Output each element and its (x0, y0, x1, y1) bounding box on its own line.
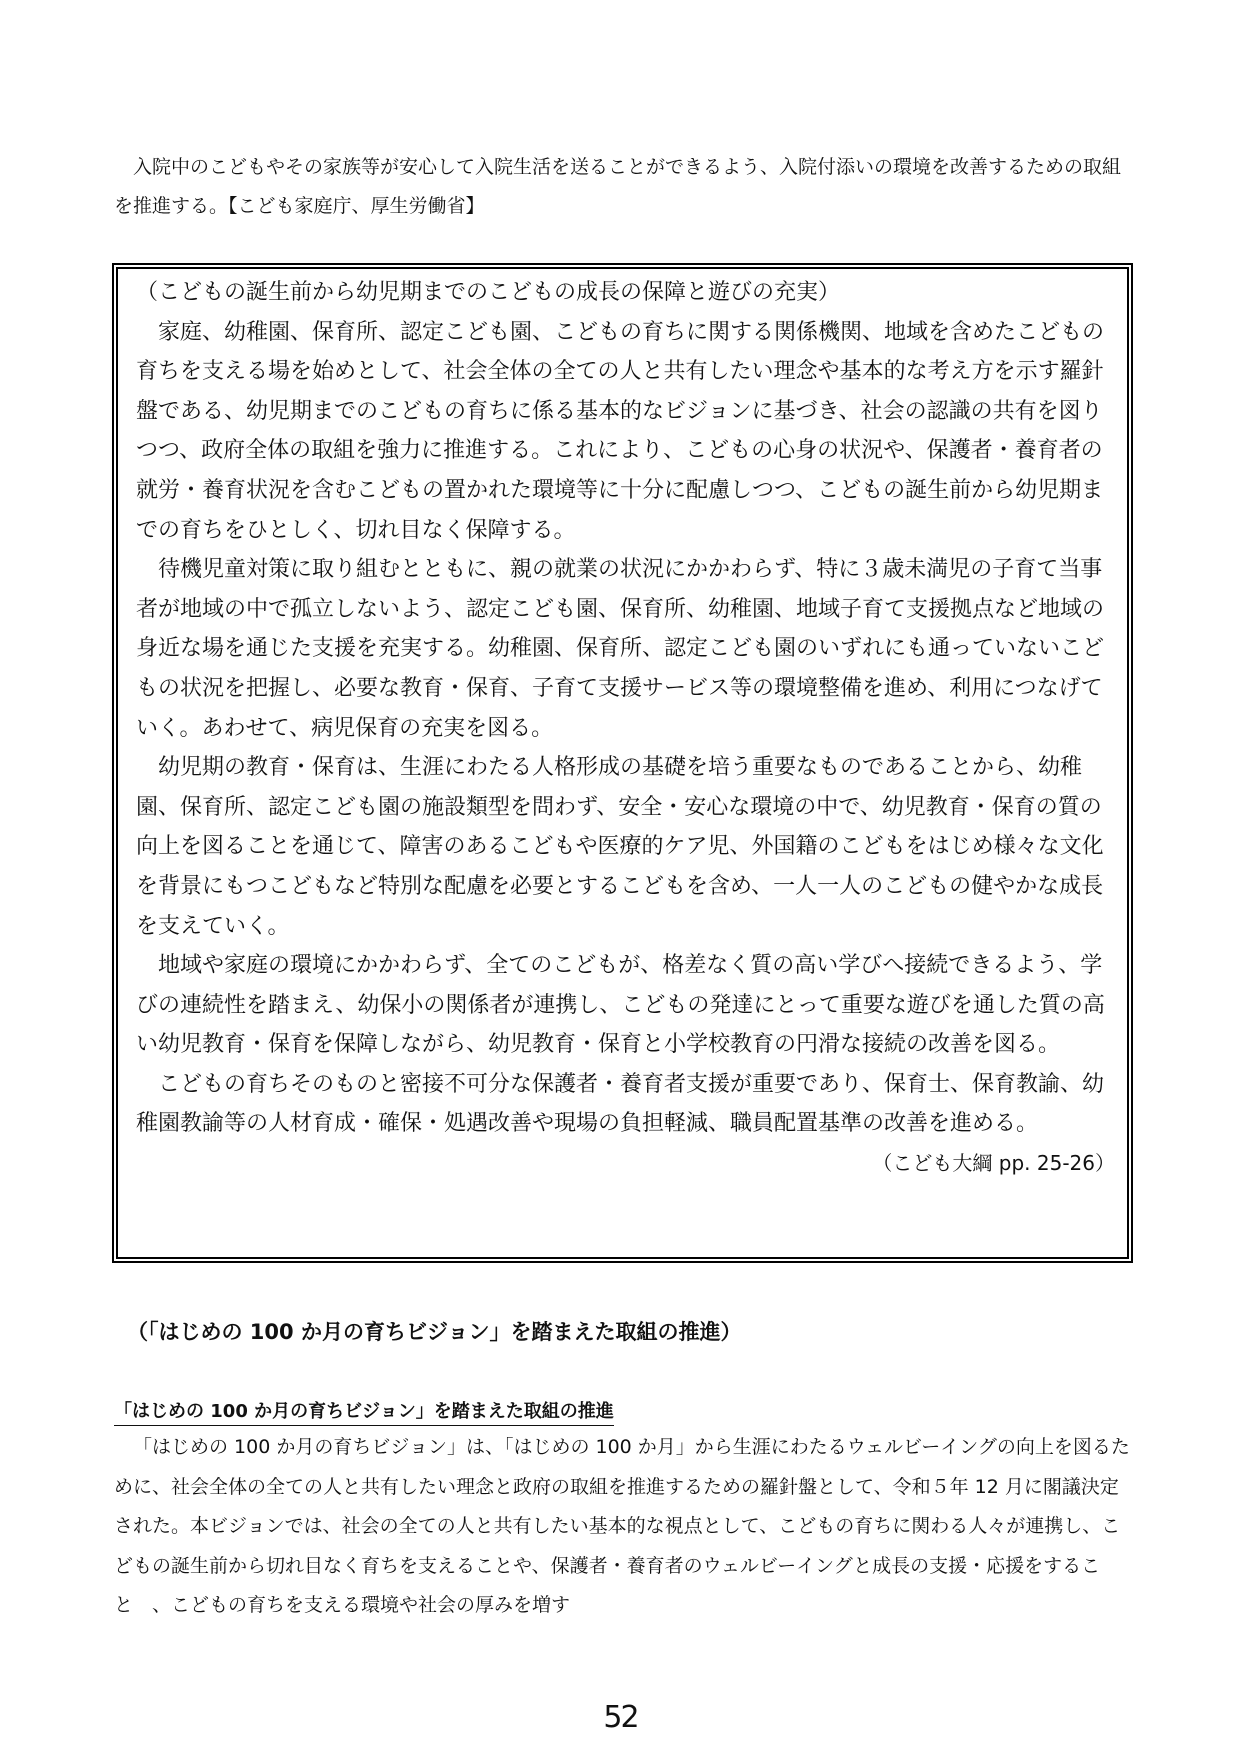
quote-paragraph: 待機児童対策に取り組むとともに、親の就業の状況にかかわらず、特に３歳未満児の子育て当事者が地域の中で孤立しないよう、認定こども園、保育所、幼稚園、地域子育て支援拠点など地域の身近な場を通じた支援を充実する。幼稚園、保育所、認定こども園のいずれにも通っていないこどもの状況を把握し、必要な教育・保育、子育て支援サービス等の環境整備を進め、利用につなげていく。あわせて、病児保育の充実を図る。 (136, 557, 1105, 741)
section-body (114, 1428, 1136, 1626)
quote-paragraph: こどもの育ちそのものと密接不可分な保護者・養育者支援が重要であり、保育士、保育教諭、幼稚園教諭等の人材育成・確保・処遇改善や現場の負担軽減、職員配置基準の改善を進める。 (136, 1071, 1105, 1137)
quote-paragraph: 地域や家庭の環境にかかわらず、全てのこどもが、格差なく質の高い学びへ接続できるよう、学びの連続性を踏まえ、幼保小の関係者が連携し、こどもの発達にとって重要な遊びを通した質の高い幼児教育・保育を保障しながら、幼児教育・保育と小学校教育の円滑な接続の改善を図る。 (136, 953, 1105, 1058)
intro-paragraph: 入院中のこどもやその家族等が安心して入院生活を送ることができるよう、入院付添いの環境を改善するための取組を推進する。【こども家庭庁、厚生労働省】 (114, 156, 1122, 217)
page-number: 52 (603, 1700, 638, 1735)
quote-citation: （こども大綱 pp. 25-26） (872, 1151, 1115, 1176)
intro-text (114, 148, 1136, 226)
quote-box-content (136, 273, 1115, 1184)
quote-paragraph: 家庭、幼稚園、保育所、認定こども園、こどもの育ちに関する関係機関、地域を含めたこどもの育ちを支える場を始めとして、社会全体の全ての人と共有したい理念や基本的な考え方を示す羅針盤である、幼児期までのこどもの育ちに係る基本的なビジョンに基づき、社会の認識の共有を図りつつ、政府全体の取組を強力に推進する。これにより、こどもの心身の状況や、保護者・養育者の就労・養育状況を含むこどもの置かれた環境等に十分に配慮しつつ、こどもの誕生前から幼児期までの育ちをひとしく、切れ目なく保障する。 (136, 319, 1105, 543)
section-paragraph: 「はじめの 100 か月の育ちビジョン」は、「はじめの 100 か月」から生涯にわたるウェルビーイングの向上を図るために、社会全体の全ての人と共有したい理念と政府の取組を推進するための羅針盤として、令和５年 12 月に閣議決定された。本ビジョンでは、社会の全ての人と共有したい基本的な視点として、こどもの育ちに関わる人々が連携し、こどもの誕生前から切れ目なく育ちを支えることや、保護者・養育者のウェルビーイングと成長の支援・応援をすること 、こどもの育ちを支える環境や社会の厚みを増す (114, 1436, 1130, 1616)
section-heading: （「はじめの 100 か月の育ちビジョン」を踏まえた取組の推進） (127, 1320, 742, 1344)
quote-box-title: （こどもの誕生前から幼児期までのこどもの成長の保障と遊びの充実） (136, 280, 841, 305)
quote-box (112, 263, 1133, 1263)
sub-heading: 「はじめの 100 か月の育ちビジョン」を踏まえた取組の推進 (114, 1397, 614, 1426)
quote-paragraph: 幼児期の教育・保育は、生涯にわたる人格形成の基礎を培う重要なものであることから、幼稚園、保育所、認定こども園の施設類型を問わず、安全・安心な環境の中で、幼児教育・保育の質の向上を図ることを通じて、障害のあるこどもや医療的ケア児、外国籍のこどもをはじめ様々な文化を背景にもつこどもなど特別な配慮を必要とするこどもを含め、一人一人のこどもの健やかな成長を支えていく。 (136, 755, 1104, 939)
